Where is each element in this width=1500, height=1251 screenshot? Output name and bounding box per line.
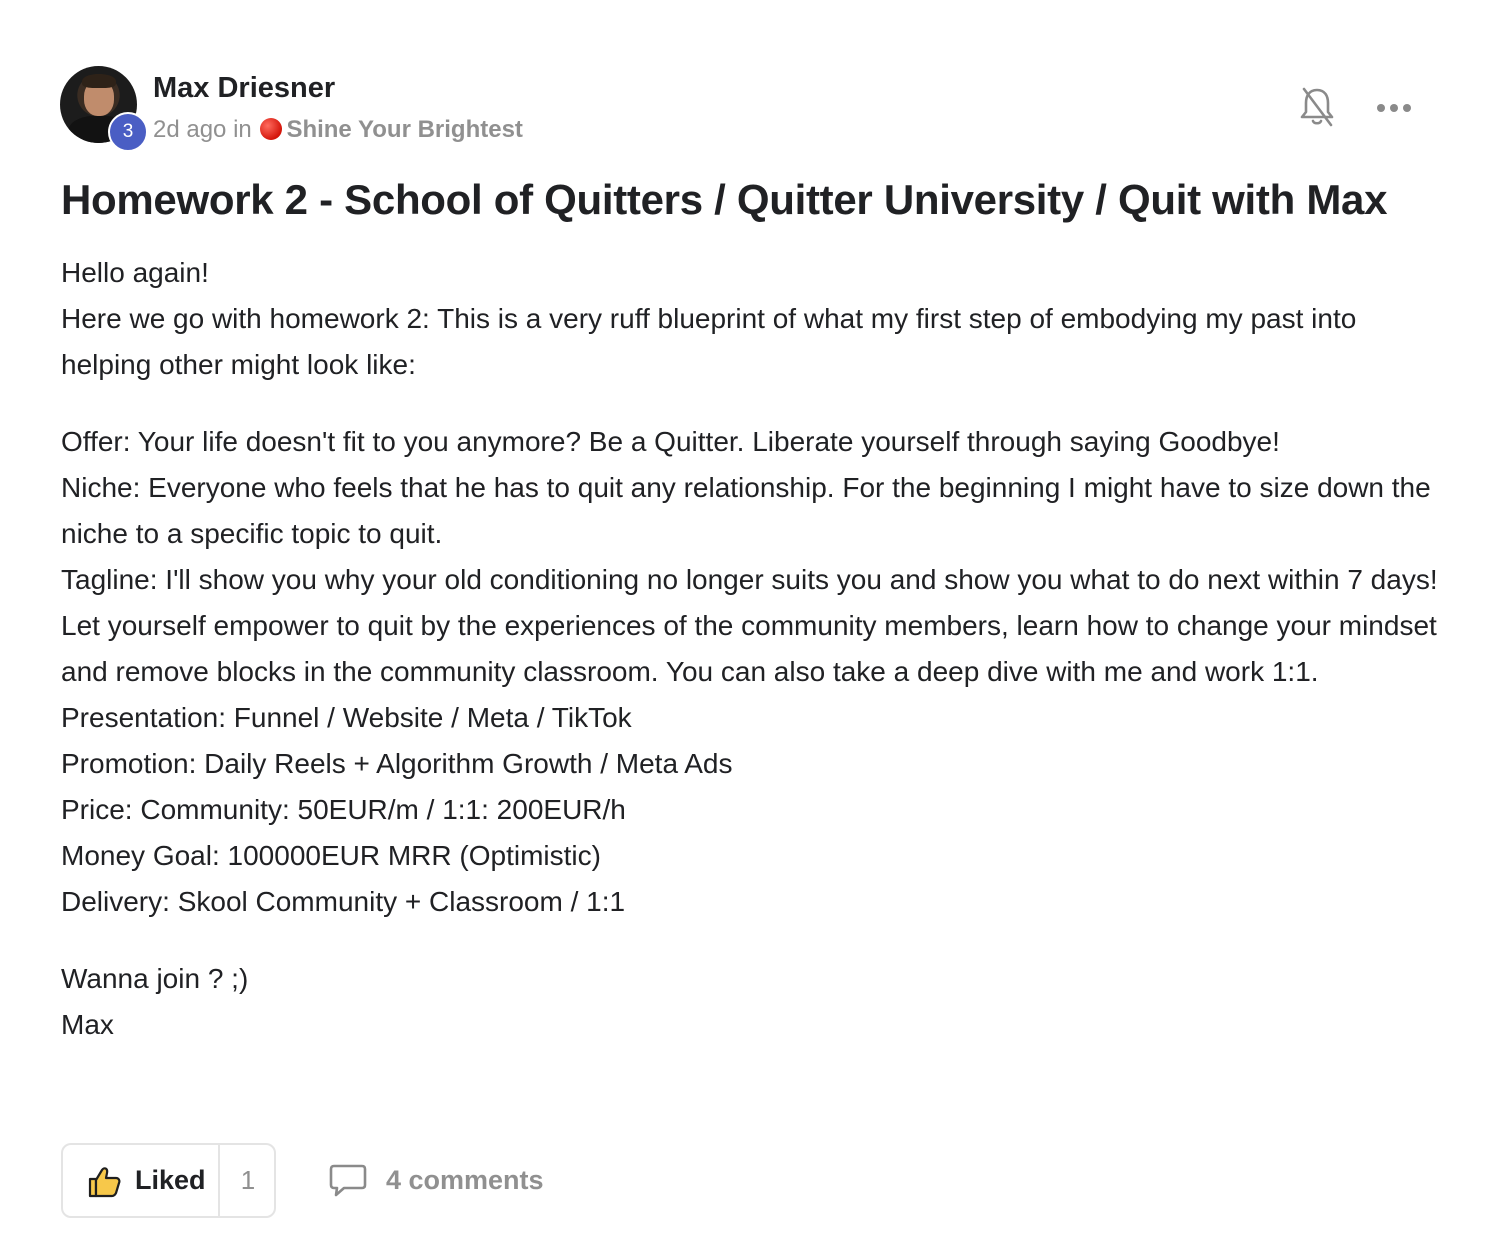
post-meta — [153, 116, 523, 144]
comment-icon — [328, 1162, 368, 1200]
comments-label: 4 comments — [386, 1165, 544, 1195]
body-line: Offer: Your life doesn't fit to you anymore? Be a Quitter. Liberate yourself through saying Goodbye! — [61, 426, 1280, 457]
like-control — [61, 1143, 276, 1218]
body-line: Delivery: Skool Community + Classroom / 1:1 — [61, 886, 626, 917]
body-line: Tagline: I'll show you why your old conditioning no longer suits you and show you what to do next within 7 days! Let yourself empower to quit by the experiences of the community members, learn how to change your mindset and remove blocks in the community classroom. You can also take a deep dive with me and work 1:1. — [61, 564, 1438, 687]
post-title: Homework 2 - School of Quitters / Quitter University / Quit with Max — [61, 176, 1388, 223]
body-line: Price: Community: 50EUR/m / 1:1: 200EUR/h — [61, 794, 626, 825]
body-line: Presentation: Funnel / Website / Meta / TikTok — [61, 702, 632, 733]
post-in-text: in — [233, 116, 252, 143]
author-name[interactable]: Max Driesner — [153, 72, 336, 104]
level-badge: 3 — [108, 112, 148, 152]
group-link[interactable]: Shine Your Brightest — [286, 116, 523, 143]
like-count[interactable]: 1 — [240, 1165, 256, 1195]
body-line: Promotion: Daily Reels + Algorithm Growth / Meta Ads — [61, 748, 733, 779]
like-button[interactable] — [63, 1145, 219, 1216]
post-body — [61, 250, 1441, 1048]
body-line: Wanna join ? ;) — [61, 963, 249, 994]
bell-off-icon[interactable] — [1298, 86, 1336, 128]
post-time: 2d ago — [153, 116, 227, 143]
body-line: Hello again! — [61, 257, 209, 288]
more-horizontal-icon[interactable] — [1374, 96, 1414, 120]
thumbs-up-icon — [87, 1165, 121, 1199]
body-line: Niche: Everyone who feels that he has to quit any relationship. For the beginning I might have to size down the niche to a specific topic to quit. — [61, 472, 1431, 549]
body-line: Money Goal: 100000EUR MRR (Optimistic) — [61, 840, 601, 871]
body-line: Max — [61, 1009, 114, 1040]
body-line: Here we go with homework 2: This is a very ruff blueprint of what my first step of embodying my past into helping other might look like: — [61, 303, 1357, 380]
like-label: Liked — [135, 1165, 206, 1195]
group-color-dot — [260, 118, 282, 140]
